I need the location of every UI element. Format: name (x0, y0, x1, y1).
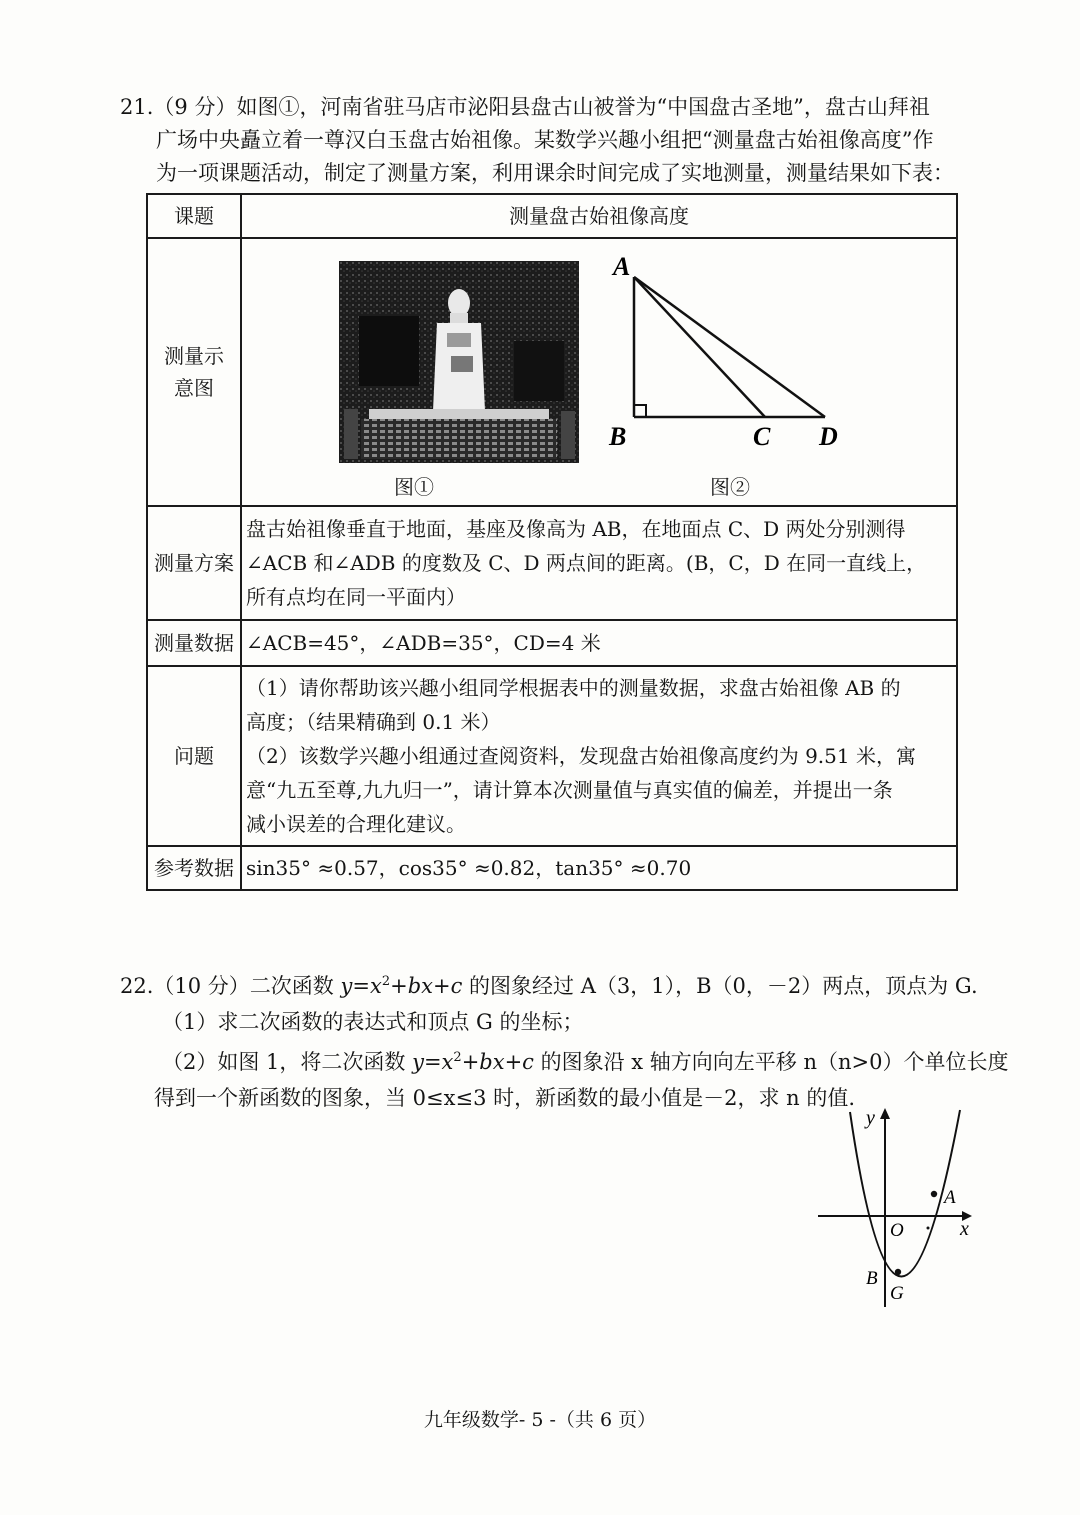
statue-photo (339, 261, 579, 463)
graph-point-G-label: G (890, 1283, 904, 1304)
segment-AD (634, 277, 825, 417)
point-A-label: A (613, 252, 631, 281)
figures (242, 239, 954, 505)
question-1-line-1: （1）请你帮助该兴趣小组同学根据表中的测量数据，求盘古始祖像 AB 的 (246, 676, 901, 700)
plan-line-1: 盘古始祖像垂直于地面，基座及像高为 AB，在地面点 C、D 两处分别测得 (246, 517, 906, 541)
table-row-questions (147, 666, 957, 846)
graph-point-B-label: B (866, 1268, 878, 1289)
q22-func-y: y (340, 974, 353, 998)
diagram-label (147, 238, 241, 506)
y-axis-label: y (866, 1107, 875, 1129)
statue-photo-image (339, 261, 579, 463)
data-value: ∠ACB=45°，∠ADB=35°，CD=4 米 (241, 620, 957, 666)
q22-line-1 (120, 964, 990, 1004)
q21-intro-line-2: 广场中央矗立着一尊汉白玉盘古始祖像。某数学兴趣小组把“测量盘古始祖像高度”作 (156, 128, 934, 152)
plan-line-3: 所有点均在同一平面内） (246, 585, 466, 609)
table-row-data (147, 620, 957, 666)
question-value (241, 666, 957, 846)
table-row-diagram (147, 238, 957, 506)
q21-intro-line-3: 为一项课题活动，制定了测量方案，利用课余时间完成了实地测量，测量结果如下表： (156, 161, 954, 185)
measurement-table (146, 193, 958, 891)
q22-part-2-func-eq: =x (423, 1050, 454, 1074)
q22-line-1-text-b: 的图象经过 A（3，1），B（0，－2）两点，顶点为 G. (462, 974, 978, 998)
q22-line-1-text-a: 二次函数 (249, 974, 341, 998)
reference-value: sin35° ≈0.57，cos35° ≈0.82，tan35° ≈0.70 (241, 846, 957, 890)
question-2-line-2: 意“九五至尊,九九归一”，请计算本次测量值与真实值的偏差，并提出一条 (246, 778, 893, 802)
figure-2-caption: 图② (710, 475, 750, 499)
q22-score: （10 分） (153, 974, 250, 998)
graph-point-A-label: A (944, 1187, 956, 1208)
q21-number: 21. (120, 95, 154, 119)
q22-part-2-text-b: 的图象沿 x 轴方向向左平移 n（n>0）个单位长度 (533, 1050, 1009, 1074)
q22-part-2-func-rest: +bx+c (461, 1050, 534, 1074)
right-angle-mark (634, 405, 646, 417)
question-1-line-2: 高度；（结果精确到 0.1 米） (246, 710, 501, 734)
figure-1-caption: 图① (394, 475, 434, 499)
diagram-label-line-2: 意图 (174, 376, 214, 400)
q21-score: （9 分） (153, 95, 237, 119)
q22-number: 22. (120, 974, 154, 998)
y-axis-arrow (880, 1108, 890, 1119)
point-A-dot (931, 1191, 937, 1197)
segment-AC (634, 277, 765, 417)
q22-part-2-text-a: （2）如图 1，将二次函数 (162, 1050, 413, 1074)
point-D-label: D (819, 422, 838, 447)
q22-part-2-func-exponent: 2 (453, 1050, 462, 1065)
point-G-dot (895, 1269, 901, 1275)
table-row-topic (147, 194, 957, 238)
q22-part-2-line-1 (120, 1040, 1009, 1080)
point-B-label: B (609, 422, 627, 447)
origin-label: O (890, 1220, 904, 1241)
q21-intro-line-1 (120, 91, 980, 124)
q22-part-1: （1）求二次函数的表达式和顶点 G 的坐标； (162, 1010, 584, 1034)
tick-dot (927, 1227, 930, 1230)
topic-value: 测量盘古始祖像高度 (241, 194, 957, 238)
x-axis-label: x (960, 1218, 969, 1240)
question-2-line-1: （2）该数学兴趣小组通过查阅资料，发现盘古始祖像高度约为 9.51 米，寓 (246, 744, 916, 768)
q22-part-2-func-y: y (412, 1050, 424, 1074)
plan-label: 测量方案 (147, 506, 241, 620)
q22-func-exponent: 2 (381, 974, 391, 989)
page-footer: 九年级数学- 5 -（共 6 页） (423, 1409, 657, 1431)
q22-func-eq: =x (352, 974, 382, 998)
triangle-diagram (597, 247, 857, 447)
plan-line-2: ∠ACB 和∠ADB 的度数及 C、D 两点间的距离。(B，C，D 在同一直线上， (246, 551, 927, 575)
table-row-plan (147, 506, 957, 620)
reference-label: 参考数据 (147, 846, 241, 890)
question-21 (120, 91, 980, 190)
q22-part-2-line-2: 得到一个新函数的图象，当 0≤x≤3 时，新函数的最小值是－2，求 n 的值. (154, 1086, 856, 1110)
point-C-label: C (753, 422, 771, 447)
plan-value (241, 506, 957, 620)
parabola-graph (810, 1102, 980, 1312)
diagram-label-line-1: 测量示 (164, 344, 224, 368)
question-22 (120, 964, 1009, 1116)
topic-label: 课题 (147, 194, 241, 238)
table-row-reference (147, 846, 957, 890)
question-label: 问题 (147, 666, 241, 846)
diagram-cell (241, 238, 957, 506)
q22-func-rest: +bx+c (390, 974, 463, 998)
data-label: 测量数据 (147, 620, 241, 666)
question-2-line-3: 减小误差的合理化建议。 (246, 812, 466, 836)
q21-intro-text-1: 如图①，河南省驻马店市泌阳县盘古山被誉为“中国盘古圣地”，盘古山拜祖 (236, 95, 930, 119)
